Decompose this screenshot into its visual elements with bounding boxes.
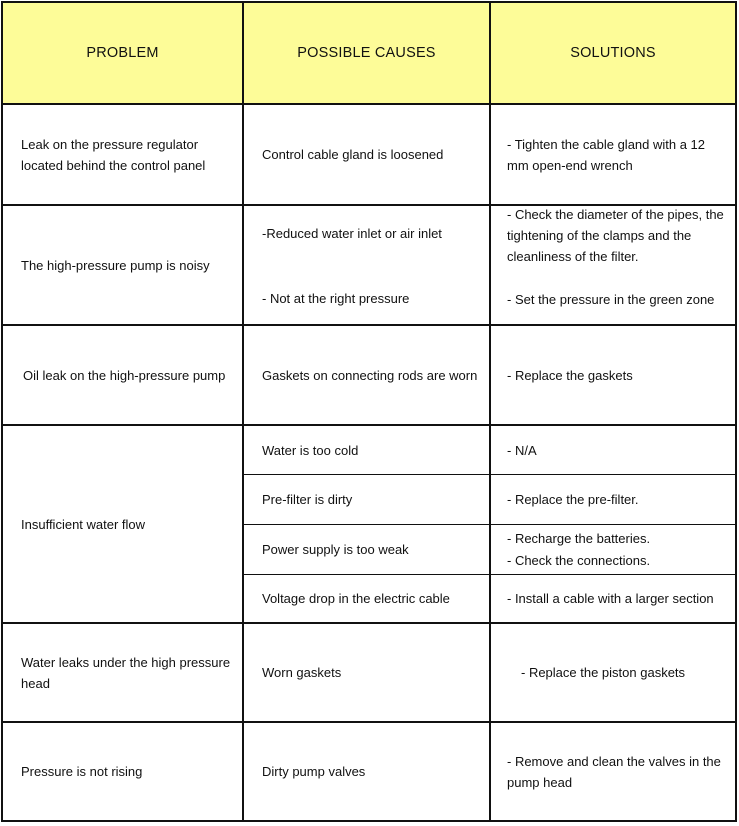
row-4-solution-4: - Install a cable with a larger section: [507, 591, 714, 606]
row-2-solution-1: - Check the diameter of the pipes, the tightening of the clamps and the cleanliness of the filter.: [507, 206, 724, 264]
row-6-solution: - Remove and clean the valves in the pump head: [507, 753, 721, 790]
row-4-solution-3a: - Recharge the batteries.: [507, 530, 651, 546]
row-5-cause: Worn gaskets: [262, 665, 342, 680]
row-1-solution: - Tighten the cable gland with a 12 mm open-end wrench: [507, 136, 706, 173]
row-2-problem: The high-pressure pump is noisy: [21, 257, 210, 273]
header-problem: PROBLEM: [86, 45, 159, 61]
row-5-solution: - Replace the piston gaskets: [521, 665, 686, 680]
rule-bottom: [1, 820, 737, 822]
row-4-solution-3b: - Check the connections.: [507, 552, 651, 568]
row-2-cause-2: - Not at the right pressure: [262, 290, 410, 306]
row-1-problem: Leak on the pressure regulator located behind the control panel: [21, 136, 206, 173]
row-3-solution: - Replace the gaskets: [507, 367, 633, 383]
row-4-solution-1: - N/A: [507, 442, 537, 458]
row-4-solution-2: - Replace the pre-filter.: [507, 492, 639, 507]
row-4-problem: Insufficient water flow: [21, 516, 146, 532]
row-4-cause-4: Voltage drop in the electric cable: [262, 591, 450, 606]
row-2-cause-1: -Reduced water inlet or air inlet: [262, 225, 442, 241]
row-5-problem: Water leaks under the high pressure head: [21, 654, 231, 691]
row-6-cause: Dirty pump valves: [262, 764, 366, 779]
row-3-cause: Gaskets on connecting rods are worn: [262, 367, 478, 383]
header-solutions: SOLUTIONS: [570, 45, 656, 61]
row-1-cause: Control cable gland is loosened: [262, 147, 444, 162]
row-6-problem: Pressure is not rising: [21, 764, 143, 779]
row-2-solution-2: - Set the pressure in the green zone: [507, 291, 715, 307]
row-4-cause-1: Water is too cold: [262, 442, 359, 458]
row-3-problem: Oil leak on the high-pressure pump: [23, 367, 226, 383]
row-4-cause-2: Pre-filter is dirty: [262, 492, 353, 507]
header-possible-causes: POSSIBLE CAUSES: [297, 45, 436, 61]
row-4-cause-3: Power supply is too weak: [262, 542, 409, 557]
rule-right: [735, 1, 737, 822]
